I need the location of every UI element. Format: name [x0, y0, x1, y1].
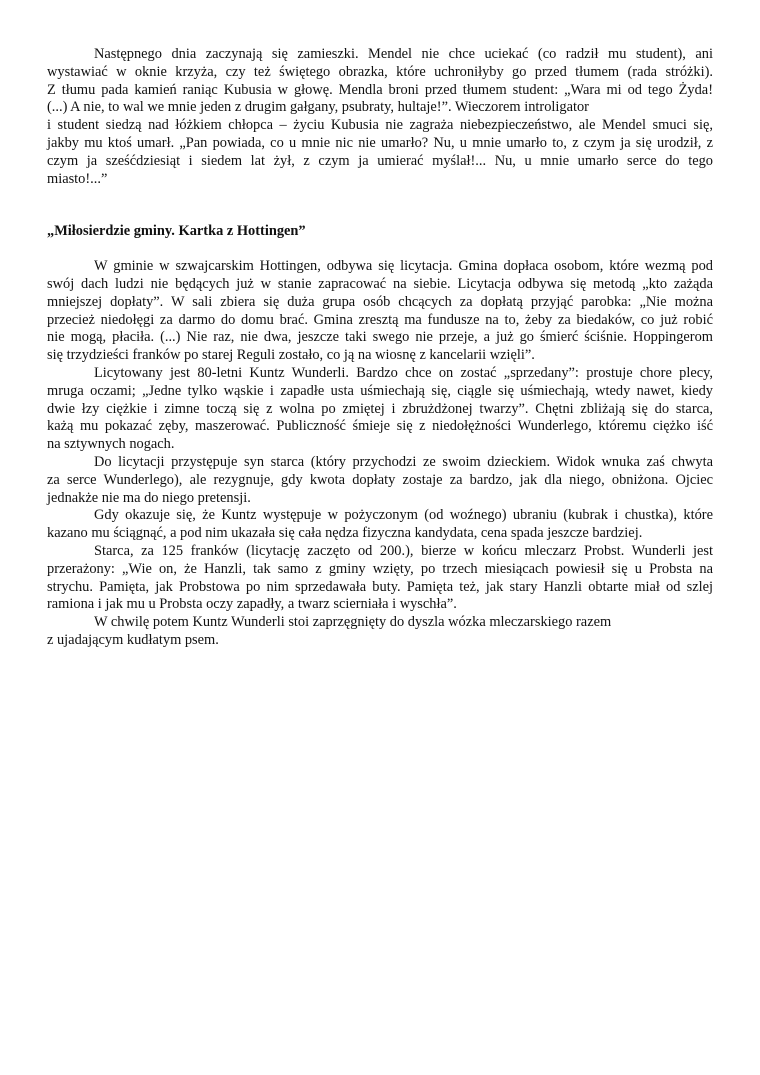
text-line: dwie łzy ciężkie i zimne toczą się z wolna po zmiętej i zbrużdżonej twarzy”. Chętni zbliżają się do starca, — [47, 400, 713, 417]
section-heading: „Miłosierdzie gminy. Kartka z Hottingen” — [47, 223, 306, 240]
text-line: jednakże nie ma do niego pretensji. — [47, 489, 251, 506]
text-line: (...) A nie, to wal we mnie jeden z drugim gałgany, psubraty, hultaje!”. Wieczorem introligator — [47, 99, 589, 116]
text-line: Następnego dnia zaczynają się zamieszki. Mendel nie chce uciekać (co radził mu student), ani — [94, 46, 713, 62]
paragraph-syn-starca — [47, 454, 713, 507]
text-line: kazano mu ściągnąć, a pod nim ukazała się cała nędza fizyczna kandydata, cena spada jeszcze bardziej. — [47, 525, 643, 542]
text-line: i student siedzą nad łóżkiem chłopca – życiu Kubusia nie zagraża niebezpieczeństwo, ale Mendel smuci się, — [47, 117, 713, 134]
paragraph-ubranie — [47, 507, 713, 543]
text-line: W chwilę potem Kuntz Wunderli stoi zaprzęgnięty do dyszla wózka mleczarskiego razem — [94, 614, 612, 631]
document-page — [47, 46, 713, 650]
text-line: Z tłumu pada kamień raniąc Kubusia w głowę. Mendla broni przed tłumem student: „Wara mi od tego Żyda! — [47, 81, 713, 98]
text-line: czym ja sześćdziesiąt i siedem lat żył, z czym ja umierać myślał!... Nu, u mnie umarło serce do tego — [47, 152, 713, 169]
text-line: na sztywnych nogach. — [47, 436, 175, 453]
text-line: nie mogą, płaciła. (...) Nie raz, nie dwa, jeszcze taki swego nie przeje, a już go śmierć ściśnie. Hoppingerom — [47, 329, 713, 346]
text-line: miasto!...” — [47, 170, 108, 187]
text-line: swój dach ludzi nie będących już w stanie zapracować na siebie. Licytacja odbywa się metodą „kto zażąda — [47, 275, 713, 292]
paragraph-zakonczenie — [47, 614, 713, 650]
text-line: każą mu pokazać zęby, maszerować. Publiczność śmieje się z niedołężności Wunderlego, któremu ciężko iść — [47, 418, 713, 435]
text-line: W gminie w szwajcarskim Hottingen, odbywa się licytacja. Gmina dopłaca osobom, które wezmą pod — [94, 258, 713, 275]
text-line: Licytowany jest 80-letni Kuntz Wunderli. Bardzo chce on zostać „sprzedany”: prostuje chore plecy, — [94, 364, 713, 381]
text-line: przerażony: „Wie on, że Hanzli, tak samo z gminy wzięty, po trzech miesiącach powiesił się u Probsta na — [47, 560, 713, 577]
text-line: Gdy okazuje się, że Kuntz występuje w pożyczonym (od woźnego) ubraniu (kubrak i chustka), które — [94, 507, 713, 524]
text-line: wystawiać w oknie krzyża, czy też świętego obrazka, które uchroniłyby go przed tłumem (rada stróżki). — [47, 63, 713, 80]
text-line: z ujadającym kudłatym psem. — [47, 631, 219, 648]
text-line: mruga oczami; „Jedne tylko wąskie i zapadłe usta uśmiechają się, ciągle się uśmiechają, wtedy nawet, kiedy — [47, 382, 713, 399]
paragraph-probst — [47, 543, 713, 614]
text-line: mniejszej dopłaty”. W sali zbiera się duża grupa osób chcących za dopłatą przyjąć parobka: „Nie można — [47, 293, 713, 310]
text-line: się trzydzieści franków po starej Reguli zostało, co ją na wiosnę z kancelarii wzięli”. — [47, 347, 535, 364]
paragraph-zamieszki — [47, 46, 713, 188]
paragraph-wunderli — [47, 365, 713, 454]
text-line: ramiona i jak mu u Probsta oczy zapadły, a twarz scierniała i wyschła”. — [47, 596, 457, 613]
text-line: strychu. Pamięta, jak Probstowa po nim sprzedawała buty. Pamięta też, jak stary Hanzli obtarte miał od szlej — [47, 578, 713, 595]
text-line: jakby mu ktoś umarł. „Pan powiada, co u mnie nic nie umarło? Nu, u mnie umarło to, z czym ja się urodził, z — [47, 134, 713, 151]
paragraph-licytacja — [47, 258, 713, 365]
text-line: Starca, za 125 franków (licytację zaczęto od 200.), bierze w końcu mleczarz Probst. Wunderli jest — [94, 542, 713, 559]
text-line: przecież niedołęgi za darmo do domu brać. Gmina zresztą ma fundusze na to, żeby za biedaków, co już robić — [47, 311, 713, 328]
text-line: za serce Wunderlego), ale rezygnuje, gdy kwota dopłaty zostaje za bardzo, jak dla niego, obniżona. Ojciec — [47, 471, 713, 488]
text-line: Do licytacji przystępuje syn starca (który przychodzi ze swoim dzieckiem. Widok wnuka zaś chwyta — [94, 453, 713, 470]
